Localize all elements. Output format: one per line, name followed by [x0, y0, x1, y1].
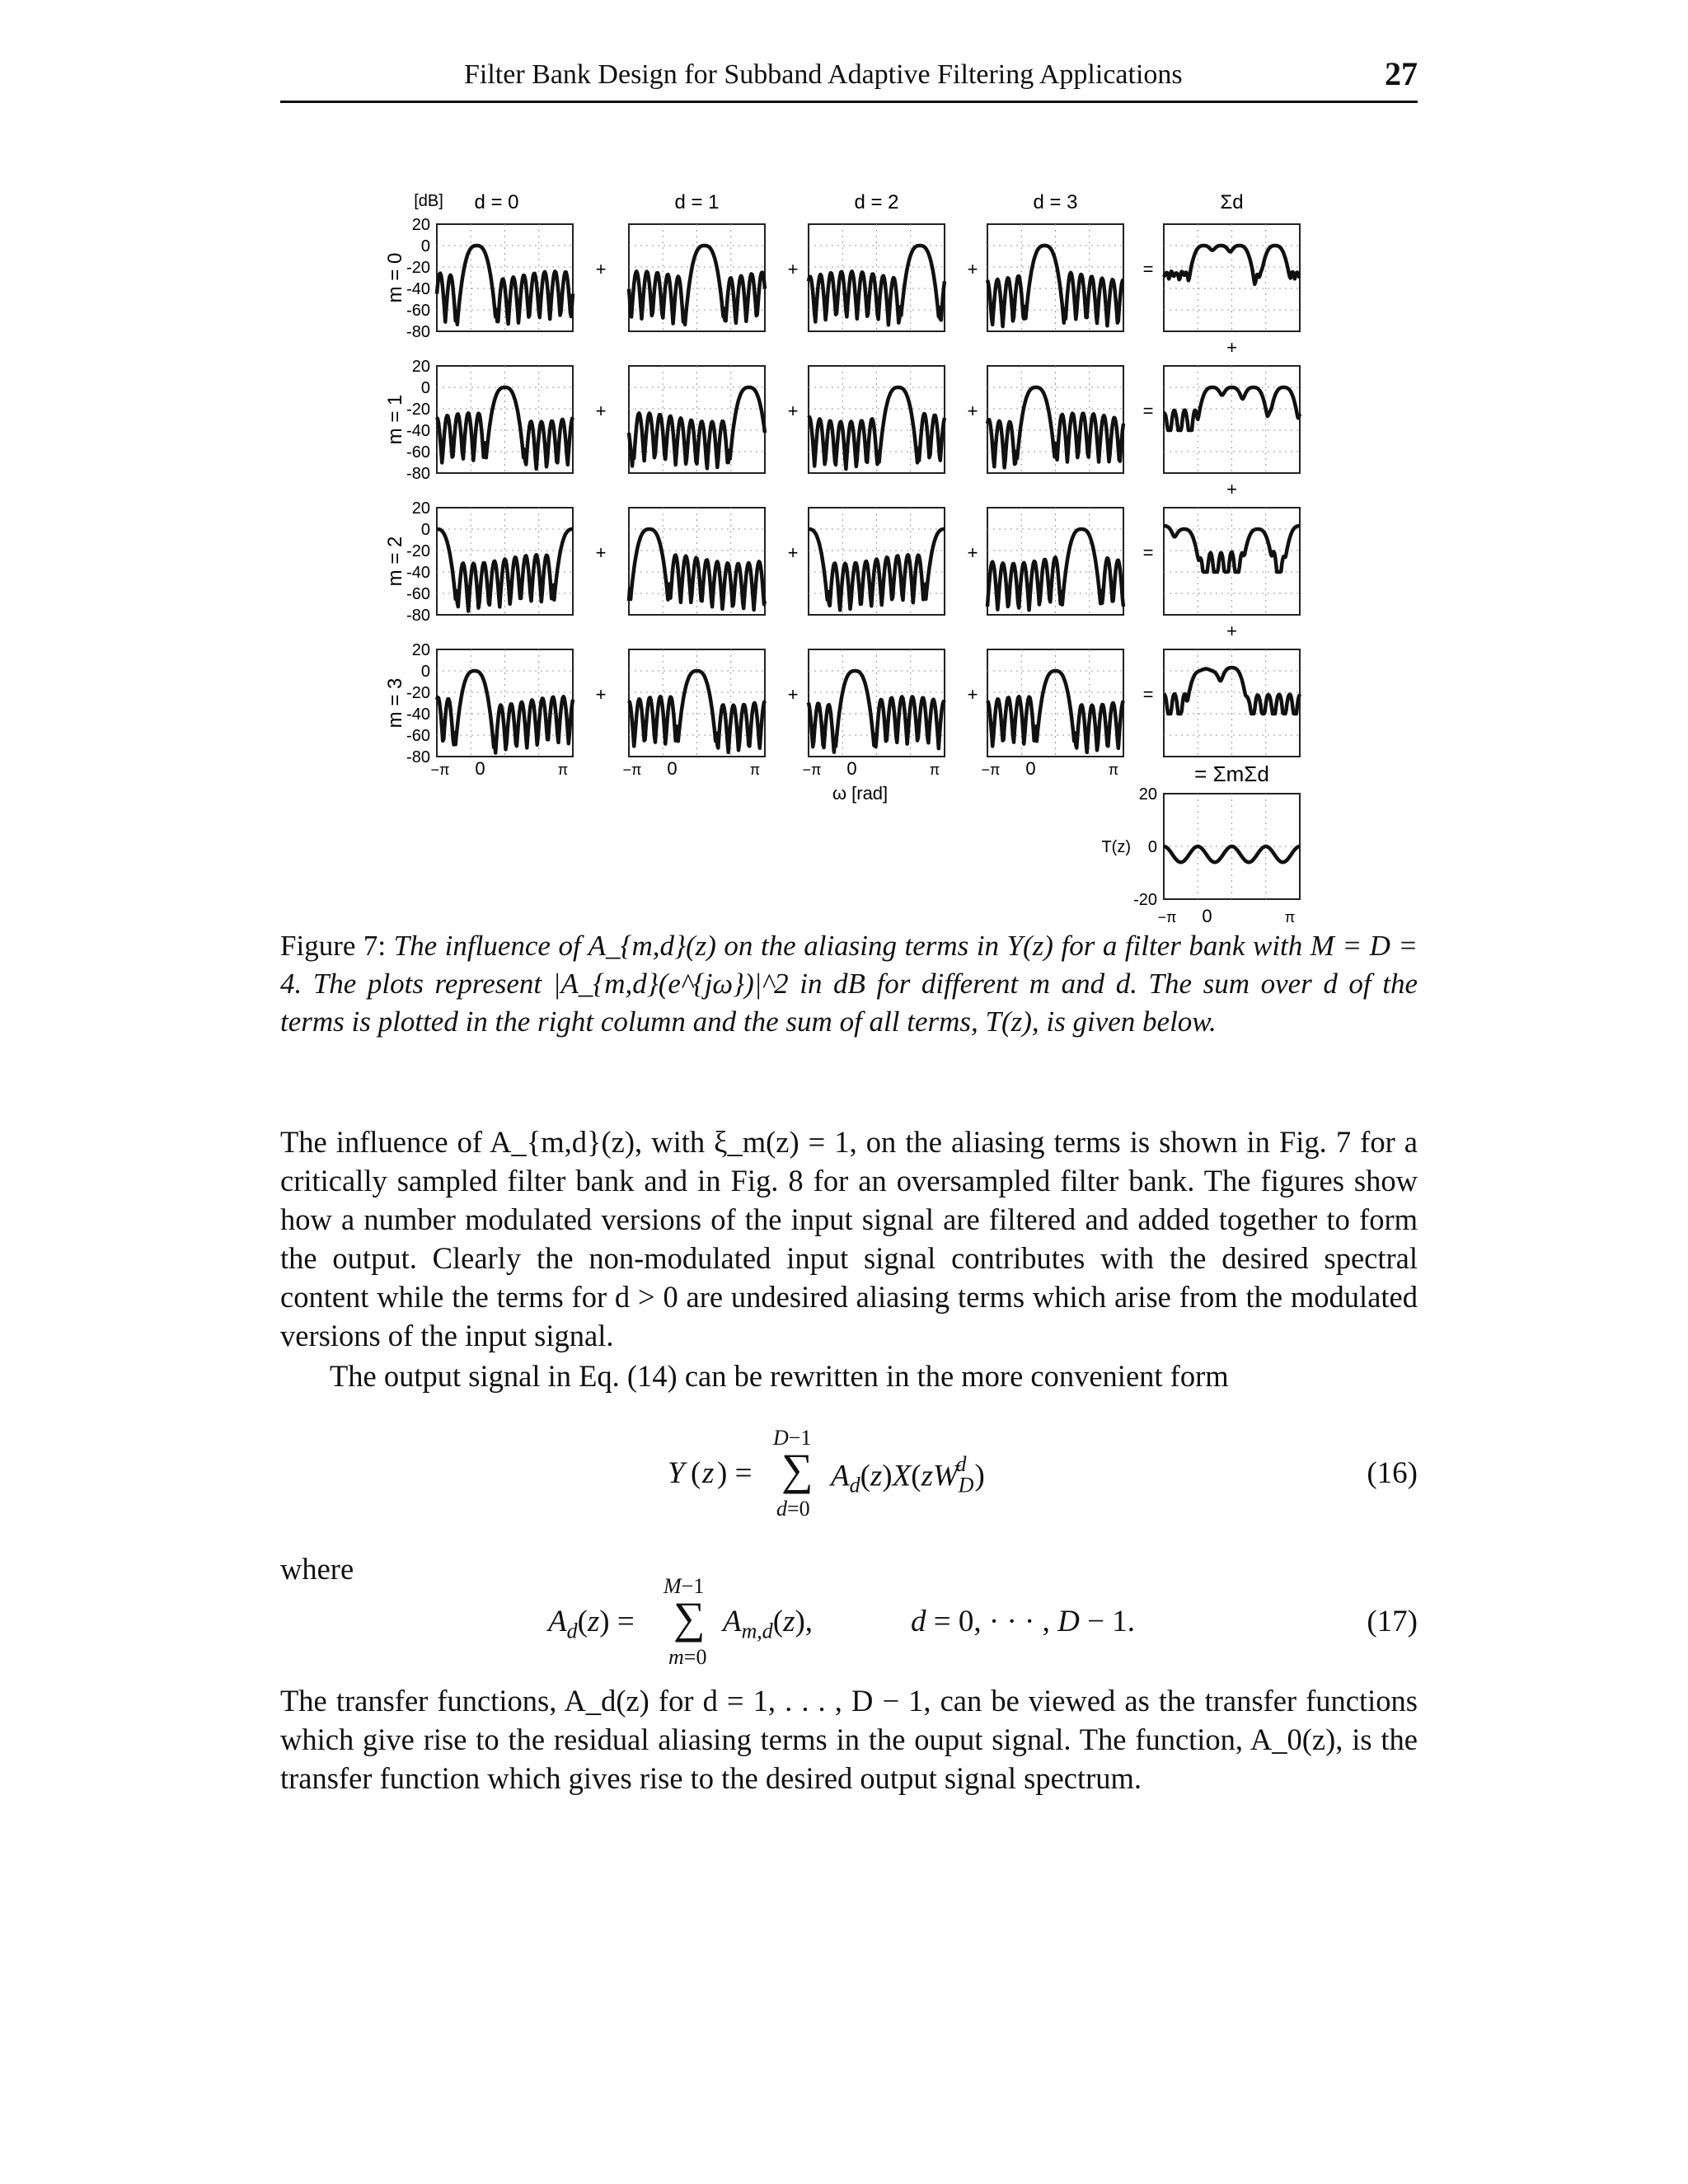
y-tick-label: -40: [406, 705, 430, 724]
y-tick-label: 0: [420, 521, 430, 539]
equals-sign: =: [1142, 401, 1154, 421]
column-label-d3: d = 3: [1033, 191, 1078, 213]
x-tick-label: −π: [430, 762, 450, 778]
y-tick-label: 20: [411, 499, 430, 518]
plus-sign: +: [787, 684, 799, 705]
equals-sign: =: [1142, 684, 1154, 705]
x-tick-label: −π: [622, 762, 642, 778]
total-y-label: T(z): [1101, 838, 1131, 856]
caption-text: The influence of A_{m,d}(z) on the aliasing terms in Y(z) for a filter bank with M = D = 4. The plots represent |A_{m,d}(e^{jω})|^2 in dB for different m and d. The sum over d of the terms is plotted in the right column and the sum of all terms, T(z), is given below.: [280, 930, 1418, 1038]
x-tick-label: 0: [1025, 758, 1036, 779]
plus-sign: +: [967, 401, 978, 421]
y-tick-label: -20: [406, 684, 430, 702]
figure-7: [0, 0, 1688, 923]
y-tick-label: -80: [406, 465, 430, 483]
x-tick-label: −π: [981, 762, 1001, 778]
plus-sign: +: [595, 542, 607, 563]
y-tick-label: 20: [411, 358, 430, 376]
plus-sign: +: [967, 542, 978, 563]
paragraph-1: The influence of A_{m,d}(z), with ξ_m(z) = 1, on the aliasing terms is shown in Fig. 7 for a critically sampled filter bank and in Fig. 8 for an oversampled filter bank. The figures show how a number modulated versions of the input signal are filtered and added together to form the output. Clearly the non-modulated input signal contributes with the desired spectral content while the terms for d > 0 are undesired aliasing terms which arise from the modulated versions of the input signal.: [280, 1125, 1418, 1352]
equation-16: Y ( z ) = D−1 ∑ d=0 $A_d(z)X(zW_D^d$ ) (16): [668, 1426, 1418, 1521]
x-tick-label: 0: [475, 758, 485, 779]
y-tick-label: -40: [406, 564, 430, 582]
row-label-m0: m = 0: [384, 252, 406, 303]
y-tick-label: -20: [406, 542, 430, 560]
caption-label: Figure 7:: [280, 930, 387, 962]
y-unit-label: [dB]: [414, 192, 443, 210]
total-x-tick-label: π: [1284, 909, 1296, 923]
plus-sign: +: [787, 259, 799, 279]
y-tick-label: 0: [420, 663, 430, 681]
x-tick-label: π: [1108, 762, 1119, 778]
column-label-d4: Σd: [1220, 191, 1244, 213]
running-title: Filter Bank Design for Subband Adaptive Filtering Applications: [464, 59, 1183, 90]
plus-sign: +: [1226, 621, 1237, 641]
y-tick-label: -80: [406, 607, 430, 625]
y-tick-label: -40: [406, 280, 430, 298]
row-label-m2: m = 2: [384, 536, 406, 587]
paragraph-2: The output signal in Eq. (14) can be rewritten in the more convenient form: [330, 1359, 1229, 1393]
row-label-m1: m = 1: [384, 394, 406, 445]
plus-sign: +: [787, 401, 799, 421]
plus-sign: +: [1226, 337, 1237, 358]
equals-sign: =: [1142, 542, 1154, 563]
column-label-d1: d = 1: [674, 191, 720, 213]
plus-sign: +: [1226, 479, 1237, 499]
column-label-d2: d = 2: [854, 191, 899, 213]
y-tick-label: -80: [406, 323, 430, 341]
y-tick-label: 0: [420, 379, 430, 397]
y-tick-label: -60: [406, 585, 430, 603]
y-tick-label: -20: [406, 401, 430, 419]
plus-sign: +: [787, 542, 799, 563]
plus-sign: +: [595, 401, 607, 421]
total-label: = ΣmΣd: [1194, 762, 1269, 786]
y-tick-label: -40: [406, 422, 430, 440]
y-tick-label: 20: [411, 216, 430, 234]
y-tick-label: -20: [406, 259, 430, 277]
y-tick-label: -60: [406, 727, 430, 745]
plus-sign: +: [595, 259, 607, 279]
equation-17-number: (17): [1367, 1605, 1418, 1638]
y-tick-label: -80: [406, 748, 430, 766]
plus-sign: +: [967, 259, 978, 279]
plus-sign: +: [967, 684, 978, 705]
y-tick-label: 20: [411, 641, 430, 659]
x-axis-label: ω [rad]: [832, 783, 889, 804]
page-number: 27: [1385, 55, 1418, 92]
total-y-tick-label: 0: [1147, 838, 1157, 856]
total-y-tick-label: 20: [1138, 785, 1157, 804]
x-tick-label: 0: [846, 758, 857, 779]
total-x-tick-label: −π: [1157, 909, 1177, 923]
paragraph-3: The transfer functions, A_d(z) for d = 1, . . . , D − 1, can be viewed as the transfer functions which give rise to the residual aliasing terms in the ouput signal. The function, A_0(z), is the transfer function which gives rise to the desired output signal spectrum.: [280, 1684, 1418, 1795]
total-y-tick-label: -20: [1133, 891, 1157, 909]
figure-caption: [280, 927, 1418, 1041]
x-tick-label: π: [929, 762, 940, 778]
plus-sign: +: [595, 684, 607, 705]
where-text: where: [280, 1552, 354, 1586]
row-label-m3: m = 3: [384, 677, 406, 729]
y-tick-label: -60: [406, 302, 430, 320]
total-x-tick-label: 0: [1202, 906, 1212, 923]
x-tick-label: 0: [667, 758, 678, 779]
x-tick-label: π: [749, 762, 761, 778]
y-tick-label: -60: [406, 443, 430, 462]
equation-16-number: (16): [1367, 1456, 1418, 1490]
x-tick-label: π: [557, 762, 569, 778]
equation-17: $A_d(z)$ = M−1 ∑ m=0 $A_{m,d}(z)$, d = 0, · · · , D − 1. (17): [548, 1574, 1418, 1669]
y-tick-label: 0: [420, 237, 430, 255]
equals-sign: =: [1142, 259, 1154, 279]
column-label-d0: d = 0: [474, 191, 519, 213]
x-tick-label: −π: [802, 762, 822, 778]
